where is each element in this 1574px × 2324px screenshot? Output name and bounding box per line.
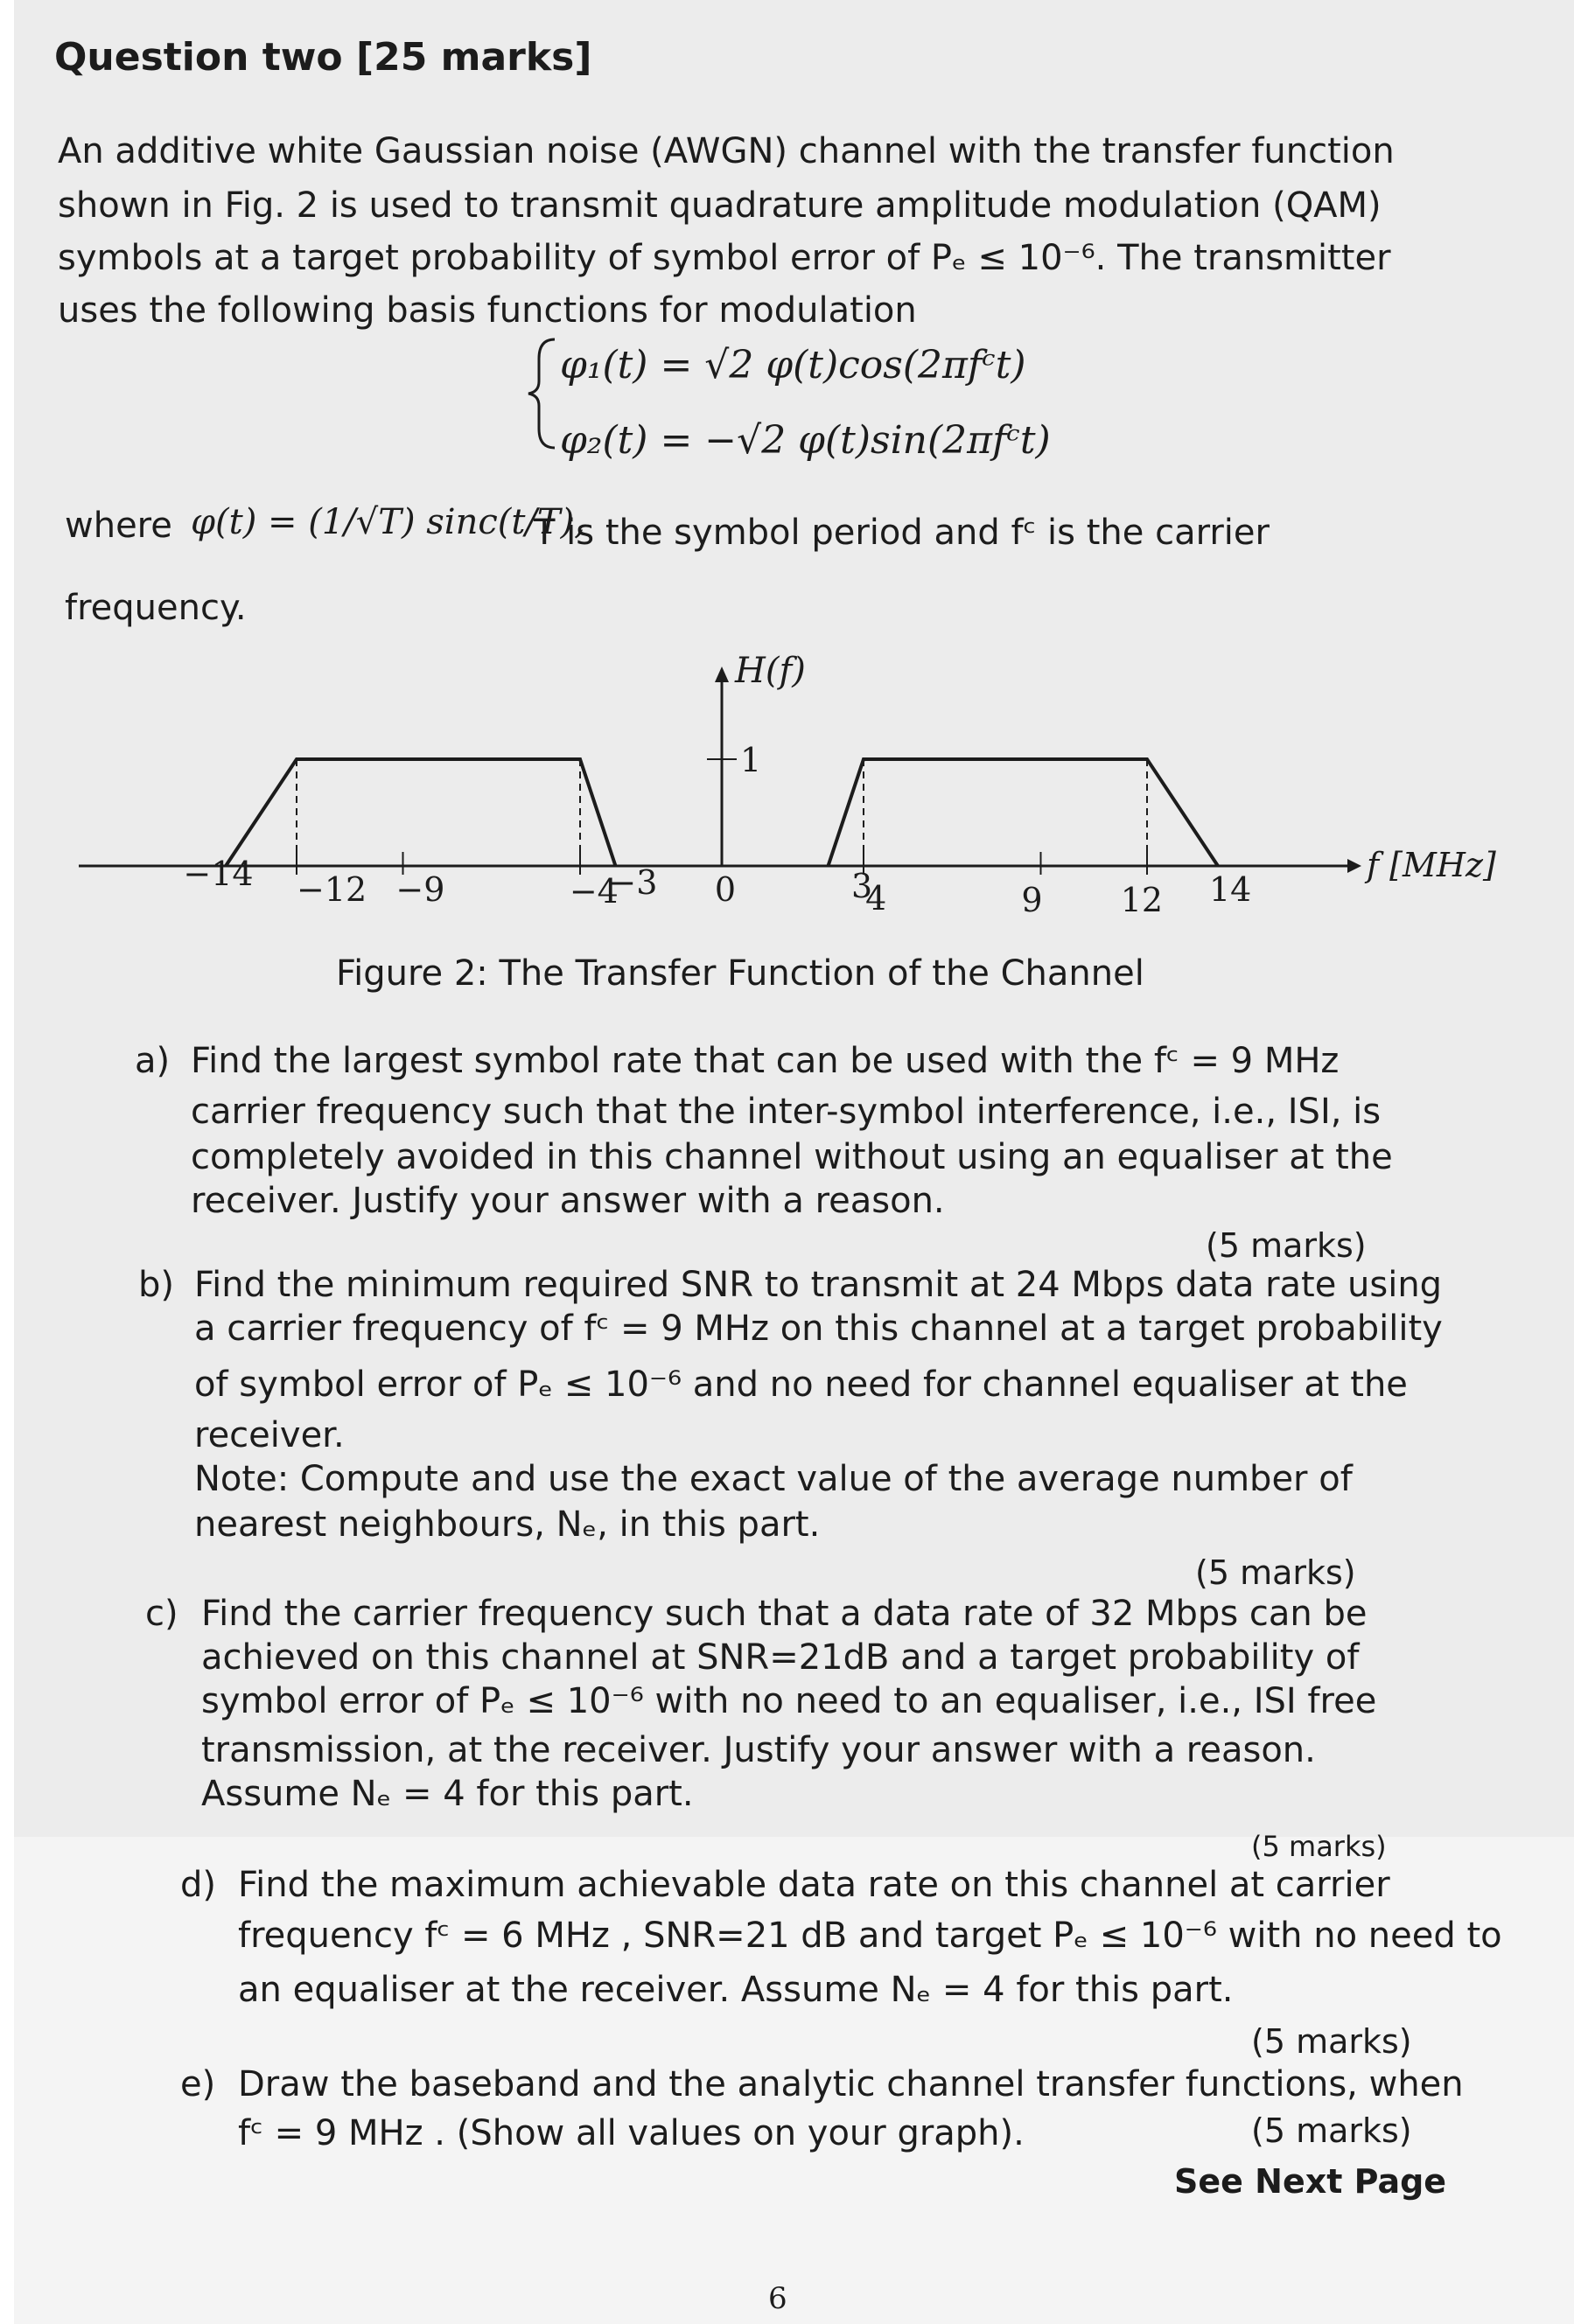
trapezoid-series-1	[226, 759, 616, 866]
x-tick-label: −12	[297, 870, 367, 909]
part-c-marks: (5 marks)	[1251, 1830, 1387, 1863]
intro-line-3: symbols at a target probability of symbol error of Pₑ ≤ 10⁻⁶. The transmitter	[58, 238, 1391, 278]
part-d-marks: (5 marks)	[1251, 2022, 1412, 2061]
intro-line-2: shown in Fig. 2 is used to transmit quadrature amplitude modulation (QAM)	[58, 185, 1382, 226]
part-c-line-1: Find the carrier frequency such that a data rate of 32 Mbps can be	[201, 1594, 1368, 1634]
where-label: where	[65, 506, 172, 546]
x-tick-label: −9	[395, 870, 445, 909]
page-edge	[0, 0, 14, 2324]
peak-label: 1	[740, 741, 762, 779]
part-a-line-2: carrier frequency such that the inter-symbol interference, i.e., ISI, is	[191, 1092, 1382, 1132]
x-tick-label: −14	[183, 855, 254, 893]
part-b-line-6: nearest neighbours, Nₑ, in this part.	[194, 1504, 821, 1545]
part-a-line-3: completely avoided in this channel without using an equaliser at the	[191, 1137, 1393, 1177]
x-tick-label: 14	[1209, 870, 1252, 909]
part-b-line-3: of symbol error of Pₑ ≤ 10⁻⁶ and no need for channel equaliser at the	[194, 1364, 1408, 1405]
intro-line-1: An additive white Gaussian noise (AWGN) channel with the transfer function	[58, 131, 1395, 171]
part-c-line-5: Assume Nₑ = 4 for this part.	[201, 1774, 694, 1814]
where-continued: frequency.	[65, 588, 247, 628]
page-number: 6	[768, 2281, 787, 2316]
part-d-letter: d)	[180, 1865, 216, 1905]
part-a-line-1: Find the largest symbol rate that can be used with the fᶜ = 9 MHz	[191, 1041, 1340, 1081]
part-e-letter: e)	[180, 2064, 216, 2104]
where-rest: T is the symbol period and fᶜ is the carrier	[534, 513, 1270, 553]
figure-caption: Figure 2: The Transfer Function of the Channel	[336, 953, 1144, 994]
intro-line-4: uses the following basis functions for modulation	[58, 290, 917, 331]
part-c-line-2: achieved on this channel at SNR=21dB and a target probability of	[201, 1637, 1360, 1678]
x-tick-label: −4	[569, 872, 619, 911]
part-d-line-1: Find the maximum achievable data rate on this channel at carrier	[238, 1865, 1390, 1905]
part-e-line-2: fᶜ = 9 MHz . (Show all values on your graph).	[238, 2113, 1025, 2153]
part-a-marks: (5 marks)	[1206, 1226, 1367, 1265]
part-b-line-2: a carrier frequency of fᶜ = 9 MHz on this channel at a target probability	[194, 1309, 1443, 1349]
part-b-line-1: Find the minimum required SNR to transmit at 24 Mbps data rate using	[194, 1265, 1443, 1305]
transfer-function-figure	[0, 647, 1574, 980]
basis-equation-1: φ₁(t) = √2 φ(t)cos(2πfᶜt)	[560, 343, 1026, 387]
x-tick-label: 3	[850, 867, 873, 905]
x-tick-label: 9	[1021, 881, 1043, 919]
part-e-marks: (5 marks)	[1251, 2111, 1412, 2150]
see-next-page: See Next Page	[1174, 2162, 1447, 2201]
part-b-marks: (5 marks)	[1195, 1553, 1356, 1592]
x-tick-label: 12	[1120, 881, 1164, 919]
part-c-letter: c)	[145, 1594, 178, 1634]
part-e-line-1: Draw the baseband and the analytic channel transfer functions, when	[238, 2064, 1464, 2104]
part-d-line-3: an equaliser at the receiver. Assume Nₑ = 4 for this part.	[238, 1970, 1234, 2010]
x-axis-label: f [MHz]	[1367, 846, 1496, 884]
basis-equation-2: φ₂(t) = −√2 φ(t)sin(2πfᶜt)	[560, 418, 1051, 463]
y-axis-label: H(f)	[735, 651, 806, 691]
part-c-line-4: transmission, at the receiver. Justify your answer with a reason.	[201, 1730, 1316, 1770]
trapezoid-series-2	[829, 759, 1219, 866]
x-tick-label: 0	[714, 870, 737, 909]
question-title: Question two [25 marks]	[54, 35, 592, 80]
part-d-line-2: frequency fᶜ = 6 MHz , SNR=21 dB and target Pₑ ≤ 10⁻⁶ with no need to	[238, 1916, 1502, 1956]
x-tick-label: 4	[865, 879, 887, 918]
part-a-line-4: receiver. Justify your answer with a reason.	[191, 1181, 945, 1221]
phi-definition: φ(t) = (1/√T) sinc(t/T),	[191, 502, 585, 542]
x-tick-label: −3	[608, 863, 658, 902]
part-b-line-4: receiver.	[194, 1415, 345, 1455]
y-axis-arrow	[715, 666, 729, 682]
part-c-line-3: symbol error of Pₑ ≤ 10⁻⁶ with no need to an equaliser, i.e., ISI free	[201, 1681, 1377, 1721]
part-b-line-5: Note: Compute and use the exact value of the average number of	[194, 1459, 1353, 1499]
equation-brace	[525, 332, 560, 455]
part-b-letter: b)	[138, 1265, 174, 1305]
part-a-letter: a)	[135, 1041, 171, 1081]
x-axis-arrow	[1347, 859, 1361, 873]
